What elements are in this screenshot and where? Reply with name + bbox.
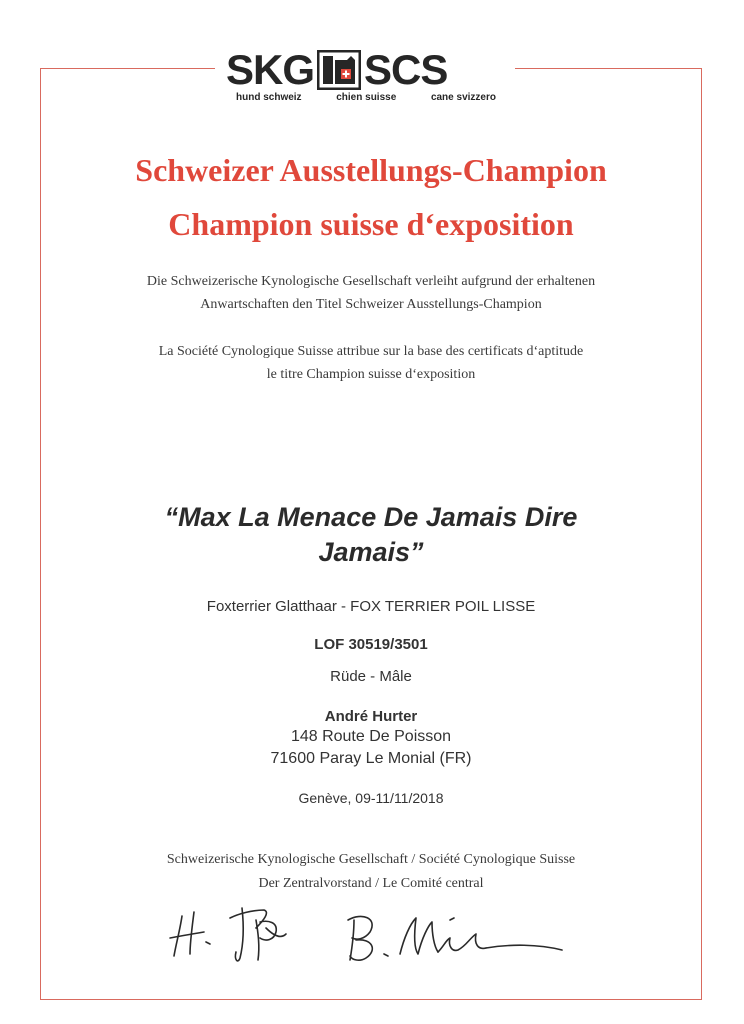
owner-name: André Hurter (324, 708, 418, 725)
logo-tagline-fr: chien suisse (336, 92, 397, 103)
issuer-committee: Der Zentralvorstand / Le Comité central (258, 876, 484, 891)
issuer-organization: Schweizerische Kynologische Gesellschaft / Société Cynologique Suisse (166, 852, 576, 867)
intro-german (40, 270, 702, 316)
owner-street: 148 Route De Poisson (290, 728, 452, 745)
dog-name-line-1: “Max La Menace De Jamais Dire (164, 502, 578, 532)
dog-name-line-2: Jamais” (318, 537, 424, 567)
dog-sex: Rüde - Mâle (330, 668, 412, 685)
logo-tagline (236, 92, 496, 103)
skg-scs-logo (226, 46, 496, 108)
logo-left-word: SKG (226, 46, 315, 93)
swiss-dog-emblem-icon (317, 50, 361, 90)
intro-french (40, 340, 702, 386)
intro-german-line-2: Anwartschaften den Titel Schweizer Ausstellungs-Champion (200, 297, 542, 312)
signatures (160, 898, 580, 978)
place-and-date: Genève, 09-11/11/2018 (298, 790, 444, 806)
logo-tagline-it: cane svizzero (430, 92, 496, 103)
logo-right-word: SCS (364, 46, 448, 93)
intro-french-line-2: le titre Champion suisse d‘exposition (266, 367, 476, 382)
logo-tagline-de: hund schweiz (236, 92, 302, 103)
intro-german-line-1: Die Schweizerische Kynologische Gesellschaft verleiht aufgrund der erhaltenen (146, 274, 596, 289)
title-german: Schweizer Ausstellungs-Champion (135, 152, 607, 188)
dog-registration-number: LOF 30519/3501 (314, 636, 428, 653)
signature-right (348, 916, 562, 960)
intro-french-line-1: La Société Cynologique Suisse attribue sur la base des certificats d‘aptitude (158, 344, 584, 359)
title-french: Champion suisse d‘exposition (168, 206, 574, 242)
signature-left (170, 908, 286, 961)
owner-city: 71600 Paray Le Monial (FR) (270, 750, 472, 767)
dog-breed: Foxterrier Glatthaar - FOX TERRIER POIL LISSE (206, 598, 536, 615)
logo-wordmark (226, 48, 447, 92)
dog-name (40, 500, 702, 570)
